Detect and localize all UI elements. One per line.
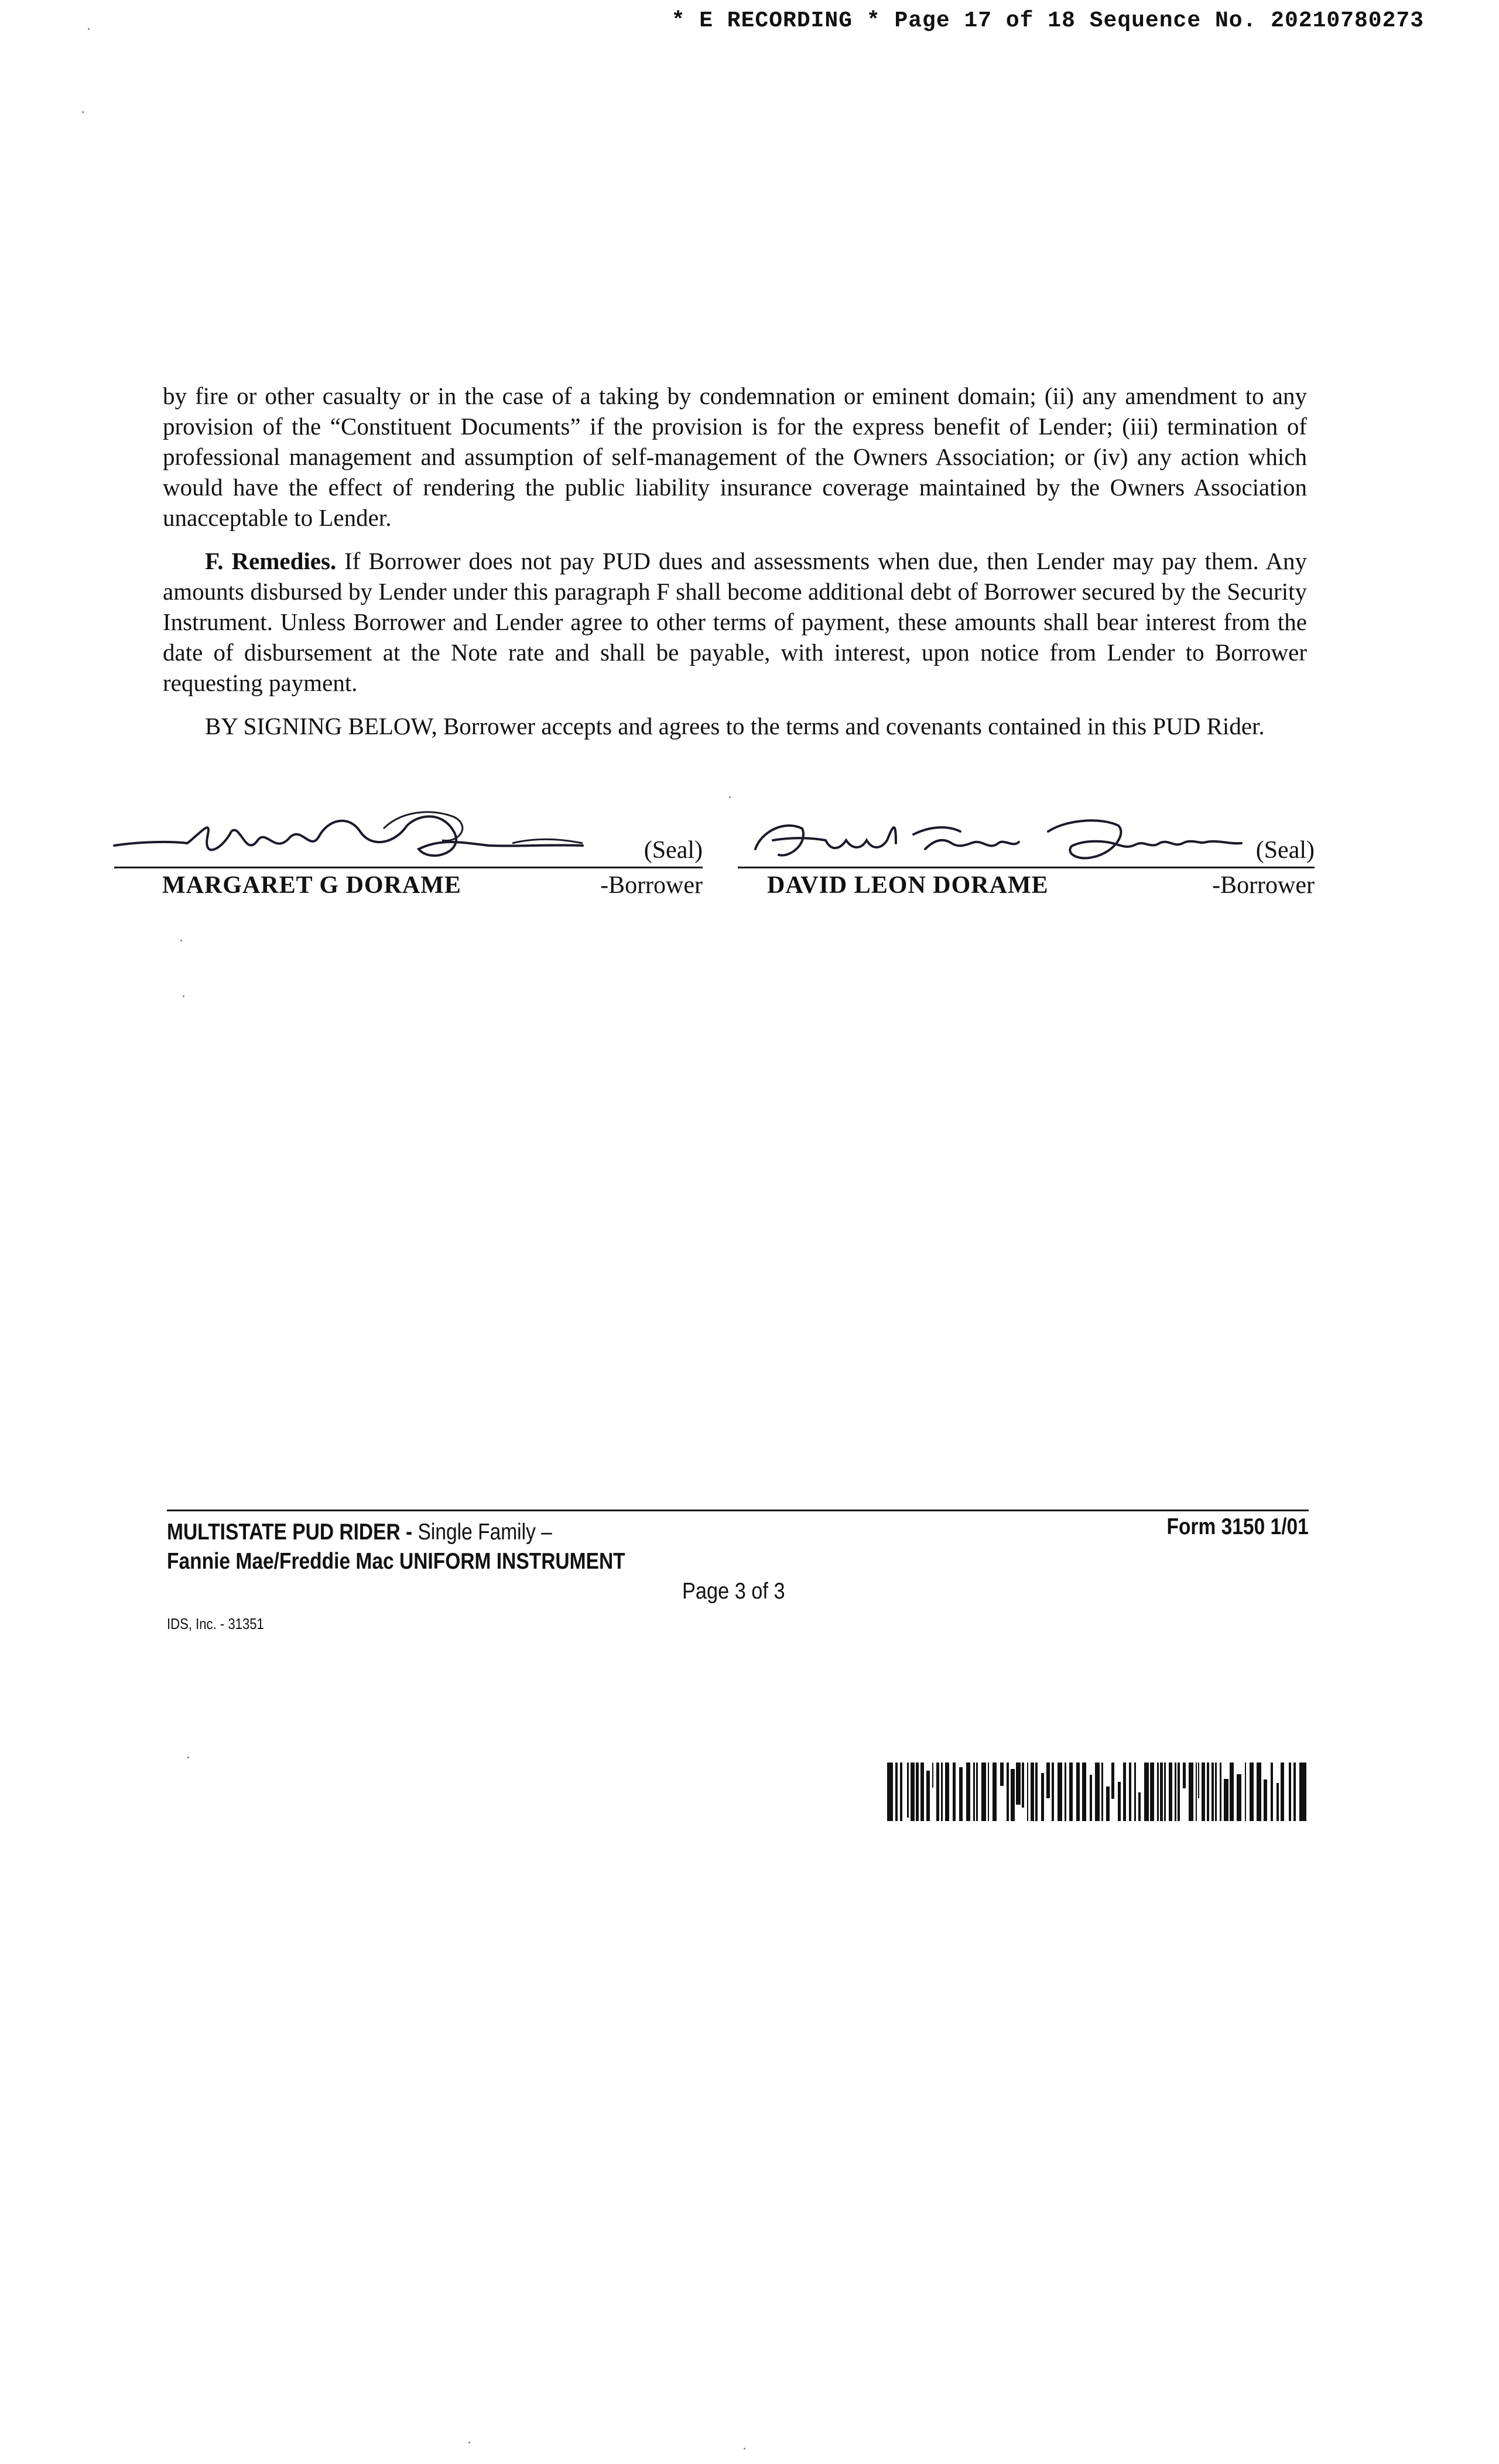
vendor-code: IDS, Inc. - 31351 xyxy=(167,1615,264,1633)
barcode-bar xyxy=(1022,1763,1024,1808)
form-title xyxy=(167,1518,625,1576)
barcode-bar xyxy=(1245,1763,1246,1821)
seal-label: (Seal) xyxy=(1255,837,1315,864)
barcode-bar xyxy=(1150,1763,1154,1821)
barcode-bar xyxy=(981,1763,986,1821)
barcode-bar xyxy=(1183,1763,1186,1788)
form-title-regular: Single Family – xyxy=(412,1520,552,1545)
paragraph-remedies xyxy=(163,546,1307,698)
form-number: Form 3150 1/01 xyxy=(1166,1514,1309,1539)
barcode-bar xyxy=(959,1767,963,1821)
barcode-bar xyxy=(1027,1763,1028,1821)
barcode-bar xyxy=(887,1763,893,1821)
signer-name: MARGARET G DORAME xyxy=(162,872,461,899)
barcode-bar xyxy=(895,1763,898,1821)
barcode-bar xyxy=(900,1763,902,1821)
barcode-bar xyxy=(1264,1779,1267,1821)
barcode-bar xyxy=(1011,1769,1015,1821)
barcode-bar xyxy=(1035,1763,1038,1821)
barcode-bar xyxy=(1189,1763,1193,1821)
barcode-bar xyxy=(1164,1763,1166,1821)
form-title-line-2: Fannie Mae/Freddie Mac UNIFORM INSTRUMENT xyxy=(167,1549,625,1574)
barcode-bar xyxy=(1041,1773,1044,1821)
barcode-bar xyxy=(1065,1763,1066,1821)
barcode-bar xyxy=(916,1763,919,1821)
signer-role: -Borrower xyxy=(1212,872,1315,899)
barcode-bar xyxy=(1289,1763,1291,1821)
signer-role: -Borrower xyxy=(600,872,703,899)
barcode-bar xyxy=(1076,1763,1080,1821)
barcode-bar xyxy=(1134,1763,1136,1821)
barcode-bar xyxy=(966,1763,970,1821)
barcode-bar xyxy=(1129,1763,1131,1821)
barcode-bar xyxy=(932,1763,933,1788)
barcode-bar xyxy=(1220,1763,1221,1821)
barcode-bar xyxy=(1000,1763,1004,1786)
barcode-bar xyxy=(1106,1787,1110,1821)
scan-speck xyxy=(183,995,184,997)
barcode-bar xyxy=(993,1763,997,1821)
barcode-bar xyxy=(976,1763,978,1821)
barcode-bar xyxy=(926,1771,930,1821)
barcode-bar xyxy=(1157,1763,1159,1821)
barcode xyxy=(887,1763,1309,1821)
barcode-bar xyxy=(1160,1763,1163,1821)
barcode-bar xyxy=(1090,1775,1092,1821)
barcode-bar xyxy=(1299,1763,1306,1821)
barcode-bar xyxy=(1230,1763,1234,1821)
scan-speck xyxy=(88,28,90,30)
footer-divider xyxy=(167,1510,1309,1511)
barcode-bar xyxy=(1095,1763,1100,1821)
barcode-bar xyxy=(1178,1763,1180,1821)
signature-line xyxy=(114,867,703,868)
signature-block-borrower-2 xyxy=(738,808,1315,908)
remedies-heading: F. Remedies. xyxy=(205,547,337,574)
barcode-bar xyxy=(1207,1763,1209,1821)
scan-speck xyxy=(729,796,731,798)
scan-speck xyxy=(187,1757,189,1758)
barcode-bar xyxy=(1202,1763,1205,1821)
barcode-bar xyxy=(1237,1774,1241,1821)
barcode-bar xyxy=(1052,1763,1054,1821)
form-title-bold: MULTISTATE PUD RIDER - xyxy=(167,1520,413,1545)
scan-speck xyxy=(468,2442,470,2444)
barcode-bar xyxy=(1046,1763,1050,1798)
paragraph-continuation: by fire or other casualty or in the case of a taking by condemnation or eminent domain; (ii) any amendment to any provision of the “Constituent Documents” if the provision is for the express benefit of Lender; (iii) termination of professional management and assumption of self-management of the Owners Association; or (iv) any action which would have the effect of rendering the public liability insurance coverage maintained by the Owners Association unacceptable to Lender. xyxy=(163,382,1307,531)
barcode-bar xyxy=(941,1763,943,1821)
barcode-bar xyxy=(1016,1763,1021,1805)
barcode-bar xyxy=(1196,1763,1197,1821)
barcode-bar xyxy=(1271,1763,1273,1821)
handwritten-signature xyxy=(738,808,1315,872)
rider-body xyxy=(163,381,1307,754)
barcode-bar xyxy=(1276,1783,1279,1821)
barcode-bar xyxy=(1281,1763,1284,1821)
barcode-bar xyxy=(936,1763,939,1821)
barcode-bar xyxy=(920,1763,924,1821)
barcode-bar xyxy=(1211,1763,1214,1821)
barcode-bar xyxy=(973,1763,975,1821)
barcode-bar xyxy=(1007,1763,1009,1821)
barcode-bar xyxy=(1101,1763,1103,1821)
barcode-bar xyxy=(1057,1763,1062,1821)
barcode-bar xyxy=(1257,1763,1261,1821)
recording-header: * E RECORDING * Page 17 of 18 Sequence No. 20210780273 xyxy=(671,8,1424,33)
barcode-bar xyxy=(1031,1763,1034,1821)
barcode-bar xyxy=(1293,1763,1296,1821)
scan-speck xyxy=(180,940,182,942)
page-number: Page 3 of 3 xyxy=(682,1579,785,1604)
paragraph-signing: BY SIGNING BELOW, Borrower accepts and agrees to the terms and covenants contained in this PUD Rider. xyxy=(205,713,1265,740)
barcode-bar xyxy=(1224,1779,1228,1821)
barcode-bar xyxy=(953,1763,956,1821)
barcode-bar xyxy=(911,1763,915,1821)
signature-line xyxy=(738,867,1315,868)
handwritten-signature xyxy=(114,808,703,872)
barcode-bar xyxy=(945,1763,949,1821)
barcode-bar xyxy=(1138,1792,1141,1821)
barcode-bar xyxy=(1144,1763,1149,1821)
barcode-bar xyxy=(1198,1763,1199,1798)
barcode-bar xyxy=(1123,1763,1126,1821)
barcode-bar xyxy=(1169,1763,1172,1821)
scan-speck xyxy=(744,2448,745,2449)
barcode-bar xyxy=(1111,1763,1114,1799)
seal-label: (Seal) xyxy=(644,837,703,864)
barcode-bar xyxy=(1118,1782,1121,1821)
signer-name: DAVID LEON DORAME xyxy=(767,872,1049,899)
barcode-bar xyxy=(1175,1763,1176,1821)
barcode-bar xyxy=(1250,1763,1254,1821)
barcode-bar xyxy=(988,1763,989,1821)
barcode-bar xyxy=(907,1763,909,1818)
barcode-bar xyxy=(1215,1763,1217,1821)
remedies-text: If Borrower does not pay PUD dues and assessments when due, then Lender may pay them. Any amounts disbursed by Lender under this paragraph F shall become additional debt of Borrower secured by the Security Instrument. Unless Borrower and Lender agree to other terms of payment, these amounts shall bear interest from the date of disbursement at the Note rate and shall be payable, with interest, upon notice from Lender to Borrower requesting payment. xyxy=(163,547,1307,696)
barcode-bar xyxy=(1069,1763,1073,1821)
scan-speck xyxy=(82,111,84,113)
signature-block-borrower-1 xyxy=(114,808,703,908)
barcode-bar xyxy=(1082,1763,1086,1821)
